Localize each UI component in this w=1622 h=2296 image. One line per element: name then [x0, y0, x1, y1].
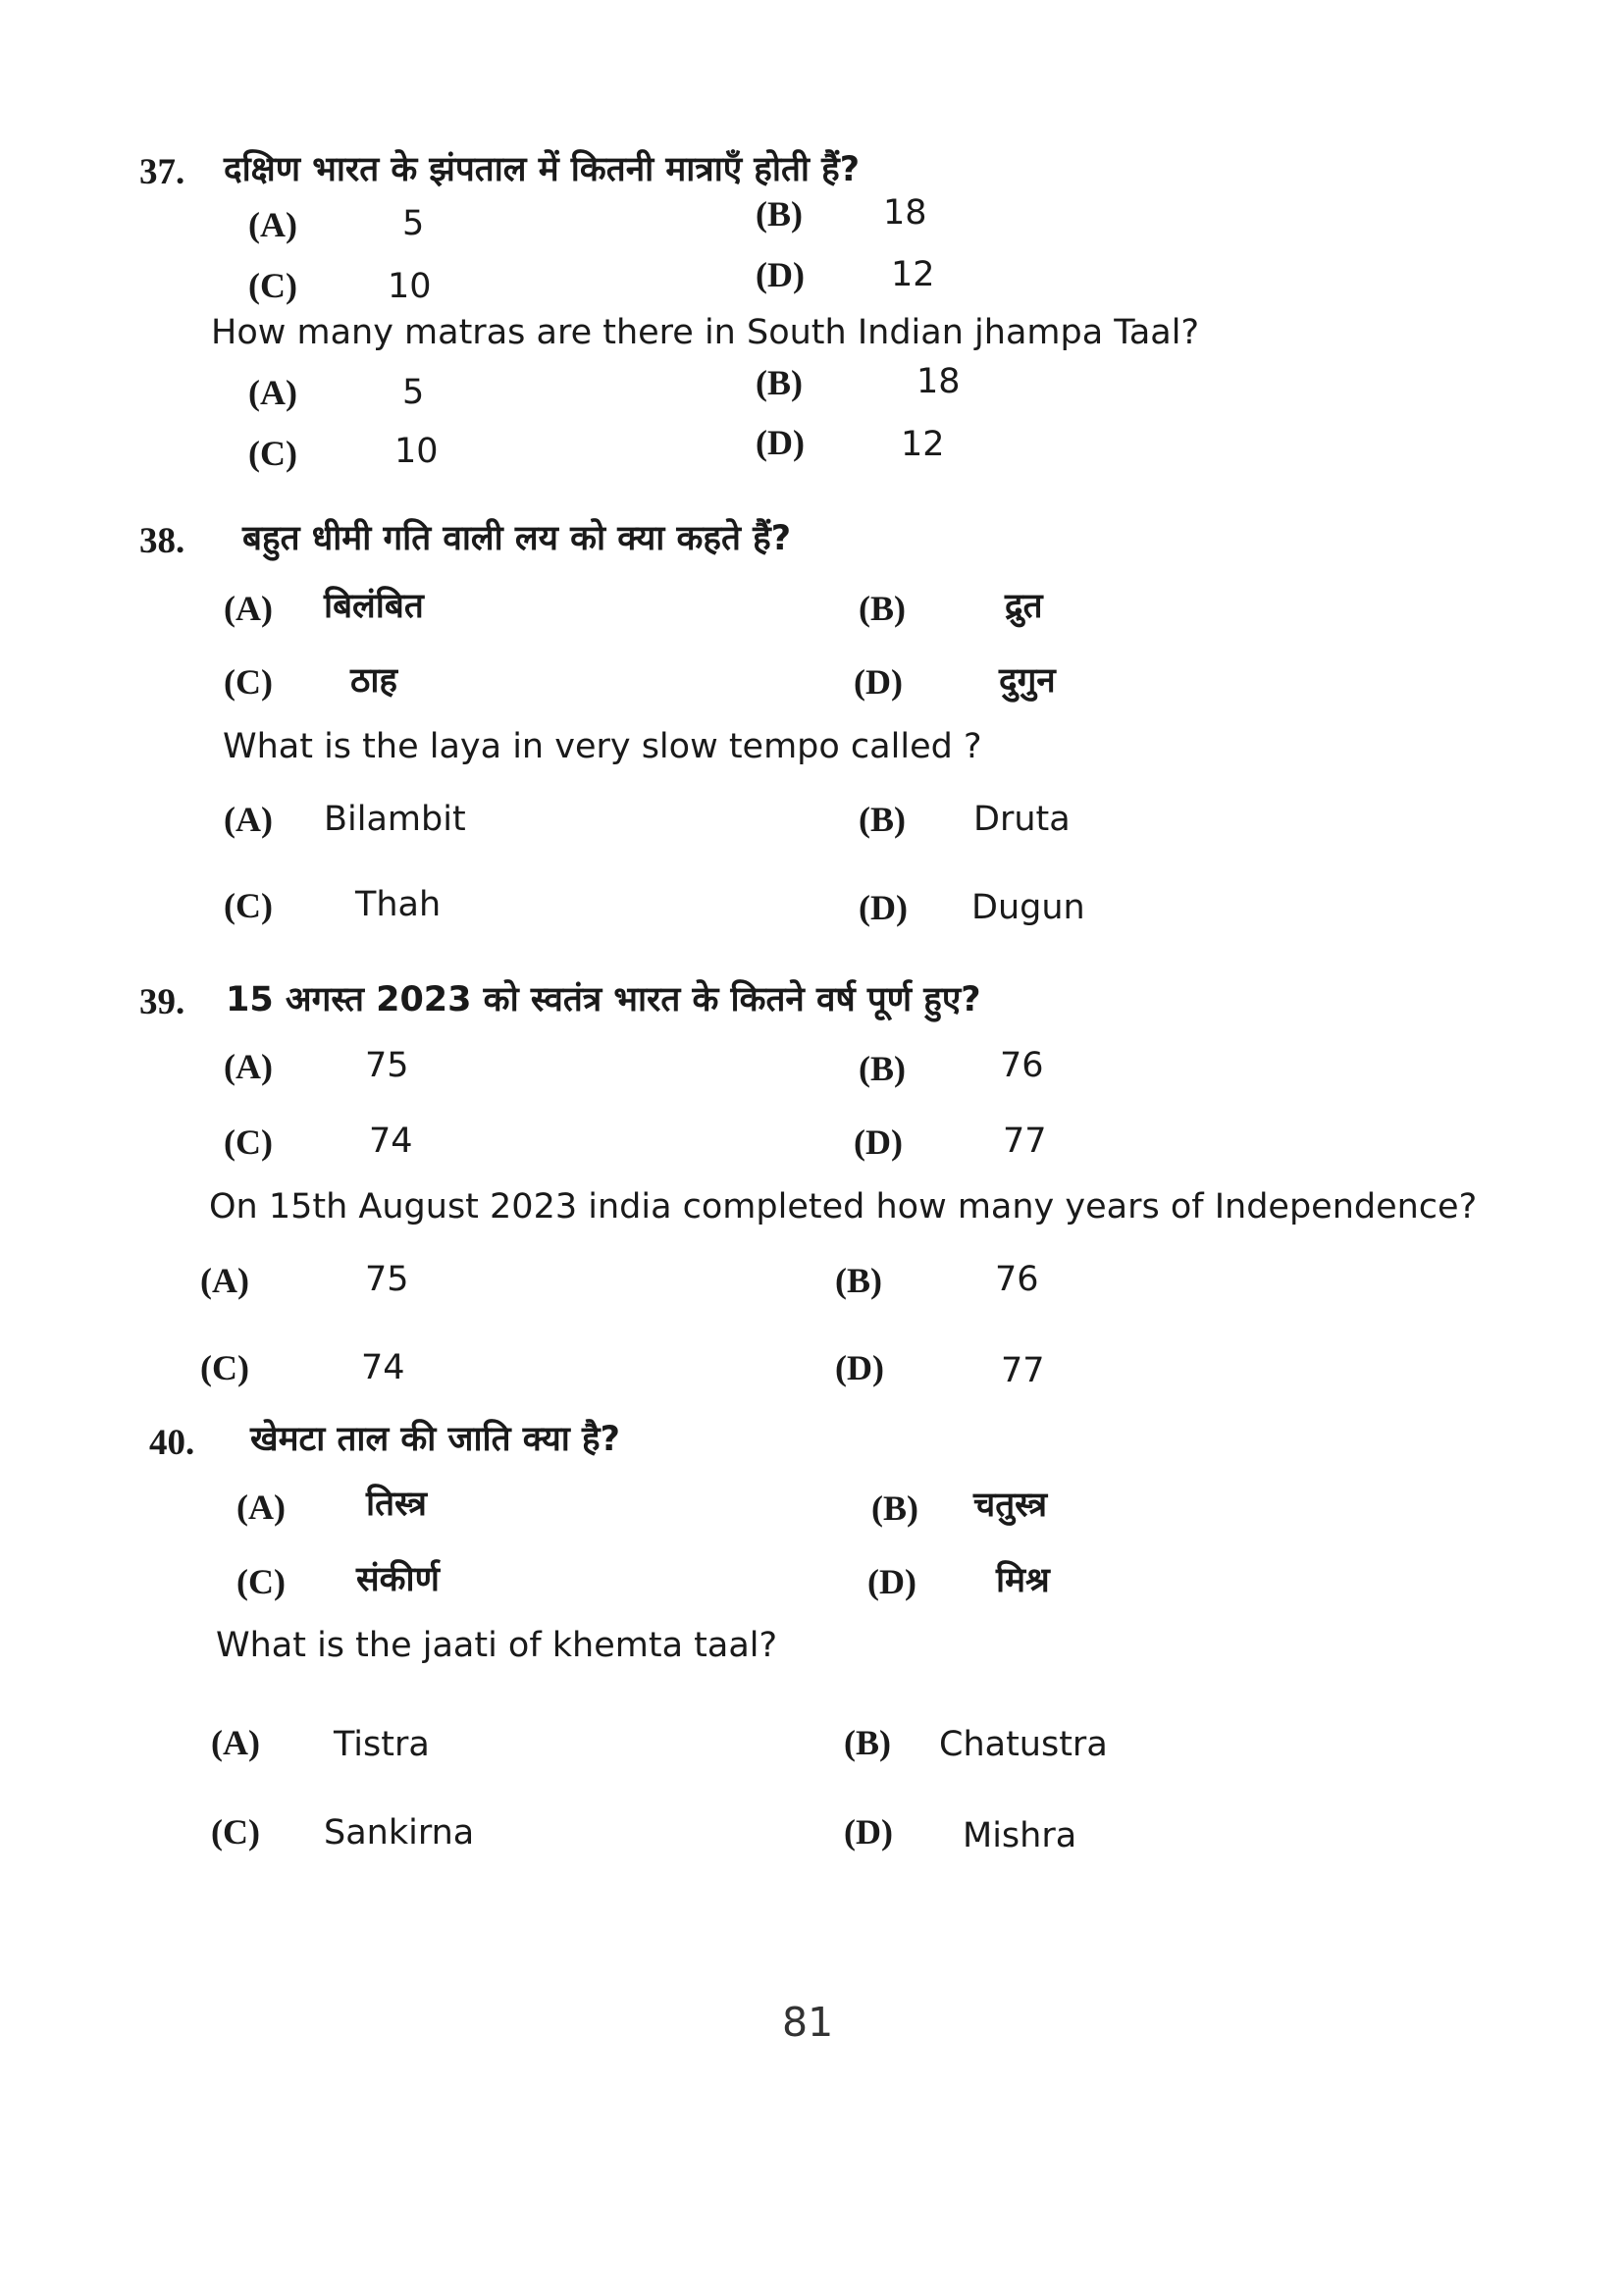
option-text: 10: [394, 432, 439, 471]
option-text: 77: [1001, 1351, 1045, 1390]
question-text-english: How many matras are there in South Indian jhampa Taal?: [211, 313, 1200, 352]
option-label: (B): [835, 1261, 882, 1300]
option-label: (A): [200, 1261, 249, 1300]
question-number: 38.: [139, 521, 185, 561]
option-label: (A): [211, 1723, 260, 1762]
page-number: 81: [782, 1999, 834, 2046]
option-text: 5: [402, 373, 425, 412]
question-number: 39.: [139, 982, 185, 1022]
option-label: (A): [248, 205, 297, 244]
question-text-english: What is the laya in very slow tempo called ?: [223, 727, 982, 766]
option-label: (D): [867, 1562, 916, 1601]
option-label: (D): [854, 662, 903, 702]
option-text: 10: [388, 267, 432, 306]
option-text: Tistra: [334, 1725, 430, 1764]
option-text: Druta: [973, 800, 1071, 839]
option-label: (A): [224, 589, 273, 628]
option-text: 18: [883, 193, 927, 233]
option-label: (A): [224, 800, 273, 839]
option-label: (B): [756, 194, 803, 234]
option-text: मिश्र: [996, 1561, 1050, 1600]
option-text: चतुस्त्र: [973, 1486, 1048, 1525]
option-label: (C): [211, 1812, 260, 1852]
option-text: तिस्त्र: [366, 1485, 427, 1524]
option-label: (D): [854, 1122, 903, 1162]
option-label: (A): [236, 1487, 286, 1527]
question-text-hindi: दक्षिण भारत के झंपताल में कितनी मात्राएँ होती हैं?: [224, 150, 861, 189]
option-text: 74: [361, 1348, 405, 1387]
question-text-hindi: 15 अगस्त 2023 को स्वतंत्र भारत के कितने वर्ष पूर्ण हुए?: [226, 980, 981, 1019]
option-label: (B): [859, 589, 906, 628]
option-text: बिलंबित: [324, 587, 424, 626]
option-text: 12: [891, 255, 935, 294]
option-text: Sankirna: [324, 1813, 475, 1852]
option-text: Chatustra: [939, 1725, 1108, 1764]
option-label: (C): [248, 434, 297, 473]
option-label: (B): [859, 1049, 906, 1088]
option-text: 12: [901, 425, 945, 464]
option-label: (C): [236, 1562, 286, 1601]
option-label: (D): [844, 1812, 893, 1852]
option-label: (D): [756, 255, 805, 294]
option-text: दुगुन: [999, 661, 1056, 701]
option-text: Dugun: [971, 888, 1085, 927]
option-label: (D): [835, 1348, 884, 1387]
option-label: (B): [756, 363, 803, 402]
option-text: Mishra: [963, 1816, 1077, 1855]
option-label: (C): [248, 266, 297, 305]
option-label: (C): [200, 1348, 249, 1387]
option-text: 76: [995, 1260, 1039, 1299]
option-label: (B): [859, 800, 906, 839]
option-label: (B): [844, 1723, 891, 1762]
question-text-english: On 15th August 2023 india completed how many years of Independence?: [209, 1187, 1478, 1226]
option-text: Bilambit: [324, 800, 466, 839]
option-label: (D): [859, 888, 908, 927]
question-text-english: What is the jaati of khemta taal?: [216, 1626, 778, 1665]
option-text: संकीर्ण: [356, 1560, 440, 1599]
option-text: 18: [916, 362, 961, 401]
question-number: 40.: [149, 1423, 195, 1463]
option-label: (C): [224, 662, 273, 702]
question-text-hindi: खेमटा ताल की जाति क्या है?: [250, 1420, 620, 1459]
option-text: 74: [369, 1122, 413, 1161]
question-text-hindi: बहुत धीमी गति वाली लय को क्या कहते हैं?: [242, 519, 791, 558]
option-label: (B): [871, 1488, 918, 1528]
option-label: (C): [224, 1122, 273, 1162]
option-text: द्रुत: [1005, 587, 1043, 626]
question-number: 37.: [139, 152, 185, 192]
option-text: Thah: [355, 885, 442, 924]
option-text: 77: [1003, 1122, 1047, 1161]
option-label: (D): [756, 423, 805, 462]
option-text: 75: [365, 1046, 409, 1085]
option-text: ठाह: [350, 661, 397, 701]
option-text: 5: [402, 204, 425, 243]
option-text: 76: [1000, 1046, 1044, 1085]
option-label: (A): [248, 373, 297, 412]
option-text: 75: [365, 1260, 409, 1299]
option-label: (A): [224, 1047, 273, 1086]
option-label: (C): [224, 886, 273, 925]
